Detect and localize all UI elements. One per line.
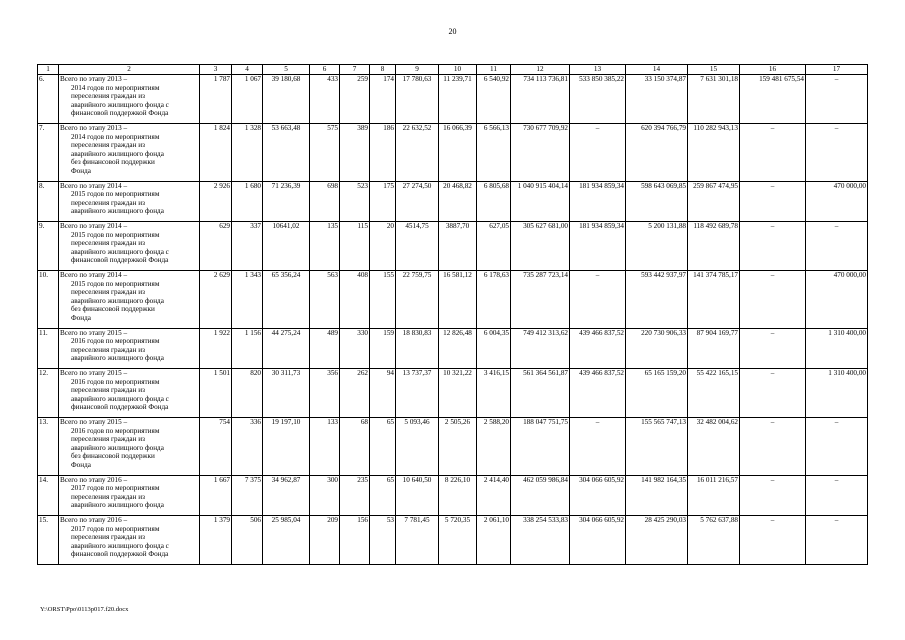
column-header-7: 7 [340, 65, 370, 75]
description-line: финансовой поддержкой Фонда [71, 403, 169, 412]
cell-col-14: 33 150 374,87 [626, 75, 688, 124]
description-line: переселения граждан из [71, 288, 145, 297]
row-description [59, 417, 200, 475]
cell-col-17: – [806, 475, 868, 515]
row-description [59, 270, 200, 328]
description-line: переселения граждан из [71, 239, 145, 248]
cell-col-9: 27 274,50 [396, 181, 439, 221]
description-line: Всего по этапу 2015 – [60, 328, 128, 337]
cell-col-11: 2 414,40 [477, 475, 511, 515]
cell-col-15: 141 374 785,17 [688, 270, 740, 328]
cell-col-7: 156 [340, 515, 370, 564]
description-line: переселения граждан из [71, 92, 145, 101]
cell-col-9: 22 759,75 [396, 270, 439, 328]
column-header-14: 14 [626, 65, 688, 75]
cell-col-13: 181 934 859,34 [570, 221, 626, 270]
cell-col-16: – [740, 328, 806, 368]
description-line: 2017 годов по мероприятиям [71, 524, 160, 533]
cell-col-6: 133 [310, 417, 340, 475]
cell-col-3: 754 [200, 417, 232, 475]
cell-col-13: – [570, 417, 626, 475]
cell-col-7: 389 [340, 124, 370, 182]
cell-col-16: – [740, 124, 806, 182]
cell-col-12: 305 627 681,00 [511, 221, 570, 270]
cell-col-9: 13 737,37 [396, 368, 439, 417]
cell-col-8: 186 [370, 124, 396, 182]
column-header-5: 5 [263, 65, 310, 75]
description-line: аварийного жилищного фонда [71, 149, 164, 158]
cell-col-5: 71 236,39 [263, 181, 310, 221]
cell-col-4: 337 [232, 221, 263, 270]
cell-col-17: – [806, 515, 868, 564]
description-line: без финансовой поддержки [71, 305, 155, 314]
cell-col-16: – [740, 270, 806, 328]
cell-col-8: 94 [370, 368, 396, 417]
table-row [38, 328, 868, 368]
description-line: аварийного жилищного фонда с [71, 541, 169, 550]
row-description [59, 75, 200, 124]
description-line: Всего по этапу 2014 – [60, 221, 128, 230]
cell-col-10: 12 826,48 [439, 328, 477, 368]
cell-col-8: 155 [370, 270, 396, 328]
description-line: 2015 годов по мероприятиям [71, 230, 160, 239]
cell-col-7: 408 [340, 270, 370, 328]
cell-col-5: 19 197,10 [263, 417, 310, 475]
column-header-1: 1 [38, 65, 59, 75]
cell-col-12: 462 059 986,84 [511, 475, 570, 515]
cell-col-13: 181 934 859,34 [570, 181, 626, 221]
cell-col-17: 1 310 400,00 [806, 328, 868, 368]
cell-col-5: 53 663,48 [263, 124, 310, 182]
cell-col-4: 820 [232, 368, 263, 417]
description-line: аварийного жилищного фонда [71, 207, 164, 216]
cell-col-8: 20 [370, 221, 396, 270]
cell-col-8: 174 [370, 75, 396, 124]
cell-col-3: 1 824 [200, 124, 232, 182]
description-line: 2016 годов по мероприятиям [71, 337, 160, 346]
cell-col-16: – [740, 221, 806, 270]
column-header-9: 9 [396, 65, 439, 75]
cell-col-13: 533 850 385,22 [570, 75, 626, 124]
description-line: переселения граждан из [71, 435, 145, 444]
cell-col-8: 159 [370, 328, 396, 368]
description-line: Всего по этапу 2013 – [60, 124, 128, 132]
cell-col-15: 87 904 169,77 [688, 328, 740, 368]
description-line: Всего по этапу 2015 – [60, 368, 128, 377]
table-row [38, 368, 868, 417]
file-path-footer: Y:\ORST\Ppo\0113p017.f20.docx [40, 606, 129, 613]
row-number: 7. [38, 124, 59, 182]
cell-col-13: 439 466 837,52 [570, 368, 626, 417]
cell-col-4: 1 343 [232, 270, 263, 328]
cell-col-11: 3 416,15 [477, 368, 511, 417]
cell-col-15: 16 011 216,57 [688, 475, 740, 515]
column-header-12: 12 [511, 65, 570, 75]
description-line: аварийного жилищного фонда с [71, 247, 169, 256]
description-line: 2016 годов по мероприятиям [71, 377, 160, 386]
row-description [59, 475, 200, 515]
cell-col-14: 65 165 159,20 [626, 368, 688, 417]
description-line: переселения граждан из [71, 345, 145, 354]
cell-col-12: 561 364 561,87 [511, 368, 570, 417]
cell-col-15: 32 482 004,62 [688, 417, 740, 475]
description-line: переселения граждан из [71, 386, 145, 395]
row-number: 11. [38, 328, 59, 368]
row-description [59, 181, 200, 221]
table-row [38, 475, 868, 515]
row-number: 13. [38, 417, 59, 475]
page-number: 20 [448, 27, 457, 36]
cell-col-6: 575 [310, 124, 340, 182]
cell-col-11: 627,05 [477, 221, 511, 270]
description-line: финансовой поддержкой Фонда [71, 550, 169, 559]
column-header-3: 3 [200, 65, 232, 75]
cell-col-11: 6 004,35 [477, 328, 511, 368]
cell-col-3: 2 926 [200, 181, 232, 221]
cell-col-5: 10641,02 [263, 221, 310, 270]
description-line: 2017 годов по мероприятиям [71, 484, 160, 493]
cell-col-7: 115 [340, 221, 370, 270]
cell-col-15: 118 492 689,78 [688, 221, 740, 270]
cell-col-4: 1 156 [232, 328, 263, 368]
cell-col-4: 336 [232, 417, 263, 475]
cell-col-3: 2 629 [200, 270, 232, 328]
description-line: Фонда [71, 313, 91, 322]
cell-col-16: – [740, 515, 806, 564]
cell-col-14: 593 442 937,97 [626, 270, 688, 328]
cell-col-6: 489 [310, 328, 340, 368]
description-line: Всего по этапу 2016 – [60, 475, 128, 484]
description-line: Всего по этапу 2014 – [60, 270, 128, 279]
row-number: 8. [38, 181, 59, 221]
cell-col-7: 330 [340, 328, 370, 368]
cell-col-7: 523 [340, 181, 370, 221]
column-header-6: 6 [310, 65, 340, 75]
row-description [59, 368, 200, 417]
cell-col-5: 65 356,24 [263, 270, 310, 328]
cell-col-14: 28 425 290,03 [626, 515, 688, 564]
cell-col-11: 2 061,10 [477, 515, 511, 564]
table-row [38, 270, 868, 328]
description-line: Всего по этапу 2016 – [60, 515, 128, 524]
cell-col-11: 2 588,20 [477, 417, 511, 475]
cell-col-17: – [806, 124, 868, 182]
cell-col-12: 338 254 533,83 [511, 515, 570, 564]
cell-col-4: 506 [232, 515, 263, 564]
description-line: без финансовой поддержки [71, 158, 155, 167]
cell-col-10: 8 226,10 [439, 475, 477, 515]
description-line: 2015 годов по мероприятиям [71, 279, 160, 288]
cell-col-14: 5 200 131,88 [626, 221, 688, 270]
cell-col-17: 1 310 400,00 [806, 368, 868, 417]
cell-col-15: 5 762 637,88 [688, 515, 740, 564]
cell-col-16: – [740, 417, 806, 475]
description-line: Фонда [71, 166, 91, 175]
row-number: 6. [38, 75, 59, 124]
cell-col-13: 439 466 837,52 [570, 328, 626, 368]
cell-col-11: 6 540,92 [477, 75, 511, 124]
cell-col-10: 3887,70 [439, 221, 477, 270]
cell-col-9: 5 093,46 [396, 417, 439, 475]
row-number: 14. [38, 475, 59, 515]
cell-col-15: 55 422 165,15 [688, 368, 740, 417]
data-table [37, 64, 868, 565]
cell-col-8: 65 [370, 417, 396, 475]
cell-col-16: – [740, 368, 806, 417]
column-header-8: 8 [370, 65, 396, 75]
cell-col-17: – [806, 417, 868, 475]
description-line: аварийного жилищного фонда [71, 354, 164, 363]
cell-col-4: 1 067 [232, 75, 263, 124]
cell-col-13: – [570, 270, 626, 328]
cell-col-8: 175 [370, 181, 396, 221]
cell-col-4: 1 680 [232, 181, 263, 221]
column-header-16: 16 [740, 65, 806, 75]
cell-col-5: 34 962,87 [263, 475, 310, 515]
cell-col-6: 433 [310, 75, 340, 124]
cell-col-10: 2 505,26 [439, 417, 477, 475]
cell-col-14: 141 982 164,35 [626, 475, 688, 515]
cell-col-13: 304 066 605,92 [570, 475, 626, 515]
description-line: 2014 годов по мероприятиям [71, 83, 160, 92]
cell-col-14: 220 730 906,33 [626, 328, 688, 368]
cell-col-3: 1 379 [200, 515, 232, 564]
column-header-13: 13 [570, 65, 626, 75]
cell-col-10: 16 066,39 [439, 124, 477, 182]
cell-col-7: 68 [340, 417, 370, 475]
column-header-17: 17 [806, 65, 868, 75]
column-header-11: 11 [477, 65, 511, 75]
cell-col-12: 749 412 313,62 [511, 328, 570, 368]
table-row [38, 515, 868, 564]
table-row [38, 75, 868, 124]
description-line: аварийного жилищного фонда с [71, 394, 169, 403]
cell-col-16: – [740, 475, 806, 515]
description-line: Всего по этапу 2015 – [60, 417, 128, 426]
cell-col-3: 629 [200, 221, 232, 270]
cell-col-9: 4514,75 [396, 221, 439, 270]
cell-col-11: 6 805,68 [477, 181, 511, 221]
description-line: переселения граждан из [71, 492, 145, 501]
cell-col-6: 300 [310, 475, 340, 515]
column-header-2: 2 [59, 65, 200, 75]
description-line: финансовой поддержкой Фонда [71, 256, 169, 265]
description-line: Всего по этапу 2014 – [60, 181, 128, 190]
cell-col-12: 734 113 736,81 [511, 75, 570, 124]
row-number: 9. [38, 221, 59, 270]
cell-col-8: 53 [370, 515, 396, 564]
cell-col-5: 44 275,24 [263, 328, 310, 368]
cell-col-9: 17 780,63 [396, 75, 439, 124]
cell-col-13: – [570, 124, 626, 182]
cell-col-12: 1 040 915 404,14 [511, 181, 570, 221]
cell-col-10: 5 720,35 [439, 515, 477, 564]
cell-col-3: 1 501 [200, 368, 232, 417]
cell-col-3: 1 787 [200, 75, 232, 124]
cell-col-11: 6 566,13 [477, 124, 511, 182]
table-row [38, 181, 868, 221]
cell-col-13: 304 066 605,92 [570, 515, 626, 564]
row-number: 12. [38, 368, 59, 417]
cell-col-9: 18 830,83 [396, 328, 439, 368]
cell-col-10: 16 581,12 [439, 270, 477, 328]
cell-col-6: 209 [310, 515, 340, 564]
row-description [59, 221, 200, 270]
column-header-10: 10 [439, 65, 477, 75]
row-description [59, 124, 200, 182]
column-header-4: 4 [232, 65, 263, 75]
cell-col-17: – [806, 221, 868, 270]
cell-col-11: 6 178,63 [477, 270, 511, 328]
description-line: 2016 годов по мероприятиям [71, 426, 160, 435]
column-header-15: 15 [688, 65, 740, 75]
cell-col-7: 259 [340, 75, 370, 124]
cell-col-3: 1 922 [200, 328, 232, 368]
cell-col-5: 39 180,68 [263, 75, 310, 124]
description-line: аварийного жилищного фонда [71, 296, 164, 305]
row-description [59, 328, 200, 368]
cell-col-8: 65 [370, 475, 396, 515]
description-line: без финансовой поддержки [71, 452, 155, 461]
cell-col-6: 698 [310, 181, 340, 221]
cell-col-16: – [740, 181, 806, 221]
description-line: переселения граждан из [71, 198, 145, 207]
description-line: 2015 годов по мероприятиям [71, 190, 160, 199]
description-line: аварийного жилищного фонда с [71, 100, 169, 109]
description-line: переселения граждан из [71, 141, 145, 150]
cell-col-12: 730 677 709,92 [511, 124, 570, 182]
table-header-row [38, 65, 868, 75]
cell-col-15: 110 282 943,13 [688, 124, 740, 182]
description-line: аварийного жилищного фонда [71, 443, 164, 452]
description-line: Всего по этапу 2013 – [60, 75, 128, 83]
cell-col-6: 356 [310, 368, 340, 417]
cell-col-10: 11 239,71 [439, 75, 477, 124]
cell-col-4: 7 375 [232, 475, 263, 515]
cell-col-5: 30 311,73 [263, 368, 310, 417]
cell-col-10: 10 321,22 [439, 368, 477, 417]
cell-col-17: 470 000,00 [806, 181, 868, 221]
description-line: переселения граждан из [71, 533, 145, 542]
cell-col-14: 620 394 766,79 [626, 124, 688, 182]
cell-col-6: 135 [310, 221, 340, 270]
cell-col-9: 10 640,50 [396, 475, 439, 515]
table-row [38, 221, 868, 270]
cell-col-3: 1 667 [200, 475, 232, 515]
description-line: Фонда [71, 460, 91, 469]
cell-col-17: 470 000,00 [806, 270, 868, 328]
table-row [38, 124, 868, 182]
cell-col-17: – [806, 75, 868, 124]
cell-col-15: 259 867 474,95 [688, 181, 740, 221]
description-line: финансовой поддержкой Фонда [71, 109, 169, 118]
cell-col-10: 20 468,82 [439, 181, 477, 221]
cell-col-9: 22 632,52 [396, 124, 439, 182]
row-number: 10. [38, 270, 59, 328]
row-number: 15. [38, 515, 59, 564]
cell-col-14: 598 643 069,85 [626, 181, 688, 221]
cell-col-7: 262 [340, 368, 370, 417]
description-line: 2014 годов по мероприятиям [71, 132, 160, 141]
cell-col-12: 188 047 751,75 [511, 417, 570, 475]
table-row [38, 417, 868, 475]
cell-col-16: 159 481 675,54 [740, 75, 806, 124]
cell-col-15: 7 631 301,18 [688, 75, 740, 124]
cell-col-14: 155 565 747,13 [626, 417, 688, 475]
cell-col-9: 7 781,45 [396, 515, 439, 564]
cell-col-4: 1 328 [232, 124, 263, 182]
cell-col-7: 235 [340, 475, 370, 515]
row-description [59, 515, 200, 564]
description-line: аварийного жилищного фонда [71, 501, 164, 510]
cell-col-5: 25 985,04 [263, 515, 310, 564]
cell-col-12: 735 287 723,14 [511, 270, 570, 328]
cell-col-6: 563 [310, 270, 340, 328]
